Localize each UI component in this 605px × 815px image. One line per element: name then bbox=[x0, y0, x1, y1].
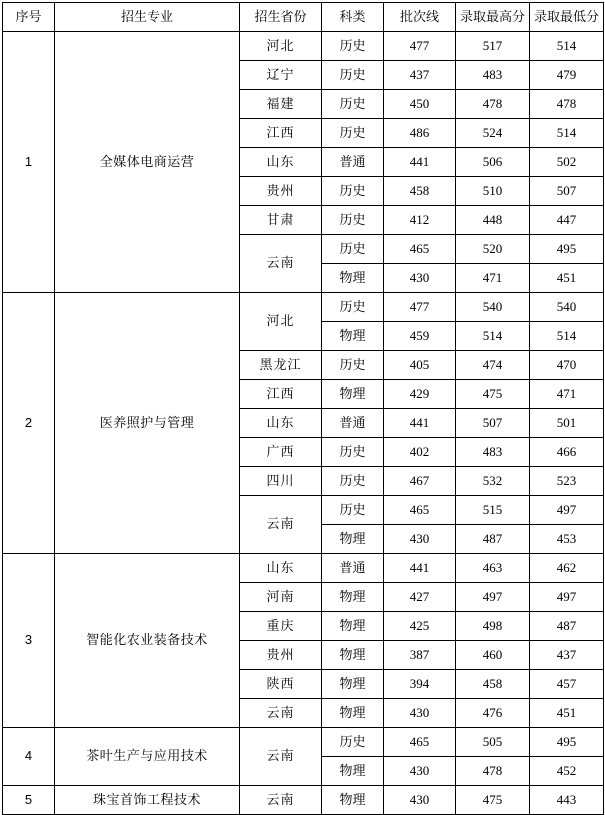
column-header-major: 招生专业 bbox=[55, 3, 240, 32]
batch-line-score: 430 bbox=[384, 786, 456, 815]
major-name: 智能化农业装备技术 bbox=[55, 554, 240, 728]
max-admitted-score: 507 bbox=[456, 409, 530, 438]
batch-line-score: 430 bbox=[384, 699, 456, 728]
batch-line-score: 430 bbox=[384, 264, 456, 293]
batch-line-score: 402 bbox=[384, 438, 456, 467]
max-admitted-score: 475 bbox=[456, 380, 530, 409]
column-header-seq: 序号 bbox=[3, 3, 55, 32]
table-row bbox=[3, 786, 604, 815]
subject-category: 普通 bbox=[322, 409, 384, 438]
batch-line-score: 441 bbox=[384, 554, 456, 583]
min-admitted-score: 478 bbox=[530, 90, 604, 119]
min-admitted-score: 457 bbox=[530, 670, 604, 699]
batch-line-score: 405 bbox=[384, 351, 456, 380]
row-sequence-number: 1 bbox=[3, 32, 55, 293]
province-name: 云南 bbox=[240, 728, 322, 786]
batch-line-score: 430 bbox=[384, 757, 456, 786]
province-name: 云南 bbox=[240, 235, 322, 293]
row-sequence-number: 2 bbox=[3, 293, 55, 554]
province-name: 甘肃 bbox=[240, 206, 322, 235]
subject-category: 历史 bbox=[322, 728, 384, 757]
subject-category: 普通 bbox=[322, 148, 384, 177]
min-admitted-score: 471 bbox=[530, 380, 604, 409]
province-name: 云南 bbox=[240, 699, 322, 728]
province-name: 四川 bbox=[240, 467, 322, 496]
column-header-max-score: 录取最高分 bbox=[456, 3, 530, 32]
batch-line-score: 465 bbox=[384, 728, 456, 757]
province-name: 江西 bbox=[240, 119, 322, 148]
subject-category: 物理 bbox=[322, 322, 384, 351]
min-admitted-score: 495 bbox=[530, 728, 604, 757]
max-admitted-score: 483 bbox=[456, 438, 530, 467]
batch-line-score: 450 bbox=[384, 90, 456, 119]
batch-line-score: 437 bbox=[384, 61, 456, 90]
min-admitted-score: 451 bbox=[530, 699, 604, 728]
min-admitted-score: 514 bbox=[530, 322, 604, 351]
province-name: 辽宁 bbox=[240, 61, 322, 90]
max-admitted-score: 460 bbox=[456, 641, 530, 670]
major-name: 茶叶生产与应用技术 bbox=[55, 728, 240, 786]
batch-line-score: 486 bbox=[384, 119, 456, 148]
min-admitted-score: 470 bbox=[530, 351, 604, 380]
subject-category: 历史 bbox=[322, 119, 384, 148]
subject-category: 物理 bbox=[322, 525, 384, 554]
row-sequence-number: 3 bbox=[3, 554, 55, 728]
max-admitted-score: 520 bbox=[456, 235, 530, 264]
province-name: 山东 bbox=[240, 148, 322, 177]
batch-line-score: 427 bbox=[384, 583, 456, 612]
min-admitted-score: 447 bbox=[530, 206, 604, 235]
batch-line-score: 458 bbox=[384, 177, 456, 206]
min-admitted-score: 540 bbox=[530, 293, 604, 322]
max-admitted-score: 458 bbox=[456, 670, 530, 699]
major-name: 珠宝首饰工程技术 bbox=[55, 786, 240, 815]
batch-line-score: 429 bbox=[384, 380, 456, 409]
max-admitted-score: 514 bbox=[456, 322, 530, 351]
subject-category: 历史 bbox=[322, 293, 384, 322]
subject-category: 历史 bbox=[322, 90, 384, 119]
batch-line-score: 465 bbox=[384, 235, 456, 264]
subject-category: 历史 bbox=[322, 177, 384, 206]
subject-category: 物理 bbox=[322, 786, 384, 815]
subject-category: 物理 bbox=[322, 699, 384, 728]
batch-line-score: 441 bbox=[384, 409, 456, 438]
table-row bbox=[3, 554, 604, 583]
max-admitted-score: 505 bbox=[456, 728, 530, 757]
province-name: 重庆 bbox=[240, 612, 322, 641]
province-name: 黑龙江 bbox=[240, 351, 322, 380]
max-admitted-score: 515 bbox=[456, 496, 530, 525]
province-name: 广西 bbox=[240, 438, 322, 467]
subject-category: 历史 bbox=[322, 235, 384, 264]
min-admitted-score: 501 bbox=[530, 409, 604, 438]
province-name: 河北 bbox=[240, 32, 322, 61]
max-admitted-score: 471 bbox=[456, 264, 530, 293]
column-header-subject: 科类 bbox=[322, 3, 384, 32]
province-name: 河南 bbox=[240, 583, 322, 612]
batch-line-score: 465 bbox=[384, 496, 456, 525]
max-admitted-score: 474 bbox=[456, 351, 530, 380]
batch-line-score: 459 bbox=[384, 322, 456, 351]
max-admitted-score: 524 bbox=[456, 119, 530, 148]
batch-line-score: 441 bbox=[384, 148, 456, 177]
batch-line-score: 425 bbox=[384, 612, 456, 641]
max-admitted-score: 487 bbox=[456, 525, 530, 554]
max-admitted-score: 497 bbox=[456, 583, 530, 612]
subject-category: 历史 bbox=[322, 32, 384, 61]
column-header-province: 招生省份 bbox=[240, 3, 322, 32]
subject-category: 物理 bbox=[322, 380, 384, 409]
subject-category: 物理 bbox=[322, 670, 384, 699]
province-name: 江西 bbox=[240, 380, 322, 409]
province-name: 福建 bbox=[240, 90, 322, 119]
max-admitted-score: 463 bbox=[456, 554, 530, 583]
max-admitted-score: 506 bbox=[456, 148, 530, 177]
province-name: 陕西 bbox=[240, 670, 322, 699]
subject-category: 物理 bbox=[322, 612, 384, 641]
batch-line-score: 467 bbox=[384, 467, 456, 496]
table-row bbox=[3, 293, 604, 322]
batch-line-score: 477 bbox=[384, 32, 456, 61]
province-name: 山东 bbox=[240, 554, 322, 583]
table-header-row bbox=[3, 3, 604, 32]
subject-category: 物理 bbox=[322, 641, 384, 670]
min-admitted-score: 514 bbox=[530, 32, 604, 61]
admission-score-table bbox=[2, 2, 604, 815]
max-admitted-score: 532 bbox=[456, 467, 530, 496]
province-name: 云南 bbox=[240, 786, 322, 815]
min-admitted-score: 453 bbox=[530, 525, 604, 554]
major-name: 医养照护与管理 bbox=[55, 293, 240, 554]
min-admitted-score: 462 bbox=[530, 554, 604, 583]
row-sequence-number: 5 bbox=[3, 786, 55, 815]
max-admitted-score: 483 bbox=[456, 61, 530, 90]
max-admitted-score: 540 bbox=[456, 293, 530, 322]
batch-line-score: 477 bbox=[384, 293, 456, 322]
table-row bbox=[3, 728, 604, 757]
batch-line-score: 430 bbox=[384, 525, 456, 554]
max-admitted-score: 510 bbox=[456, 177, 530, 206]
min-admitted-score: 502 bbox=[530, 148, 604, 177]
subject-category: 历史 bbox=[322, 61, 384, 90]
batch-line-score: 394 bbox=[384, 670, 456, 699]
score-table-page bbox=[0, 2, 605, 807]
max-admitted-score: 448 bbox=[456, 206, 530, 235]
subject-category: 物理 bbox=[322, 583, 384, 612]
subject-category: 历史 bbox=[322, 496, 384, 525]
max-admitted-score: 476 bbox=[456, 699, 530, 728]
province-name: 贵州 bbox=[240, 177, 322, 206]
max-admitted-score: 517 bbox=[456, 32, 530, 61]
major-name: 全媒体电商运营 bbox=[55, 32, 240, 293]
table-header bbox=[3, 3, 604, 32]
subject-category: 物理 bbox=[322, 264, 384, 293]
province-name: 山东 bbox=[240, 409, 322, 438]
min-admitted-score: 497 bbox=[530, 496, 604, 525]
table-body bbox=[3, 32, 604, 815]
min-admitted-score: 523 bbox=[530, 467, 604, 496]
min-admitted-score: 466 bbox=[530, 438, 604, 467]
subject-category: 历史 bbox=[322, 438, 384, 467]
subject-category: 普通 bbox=[322, 554, 384, 583]
column-header-min-score: 录取最低分 bbox=[530, 3, 604, 32]
max-admitted-score: 498 bbox=[456, 612, 530, 641]
batch-line-score: 412 bbox=[384, 206, 456, 235]
max-admitted-score: 478 bbox=[456, 757, 530, 786]
max-admitted-score: 475 bbox=[456, 786, 530, 815]
min-admitted-score: 443 bbox=[530, 786, 604, 815]
province-name: 贵州 bbox=[240, 641, 322, 670]
min-admitted-score: 514 bbox=[530, 119, 604, 148]
batch-line-score: 387 bbox=[384, 641, 456, 670]
province-name: 云南 bbox=[240, 496, 322, 554]
min-admitted-score: 487 bbox=[530, 612, 604, 641]
province-name: 河北 bbox=[240, 293, 322, 351]
subject-category: 物理 bbox=[322, 757, 384, 786]
max-admitted-score: 478 bbox=[456, 90, 530, 119]
row-sequence-number: 4 bbox=[3, 728, 55, 786]
subject-category: 历史 bbox=[322, 351, 384, 380]
table-row bbox=[3, 32, 604, 61]
subject-category: 历史 bbox=[322, 206, 384, 235]
subject-category: 历史 bbox=[322, 467, 384, 496]
min-admitted-score: 479 bbox=[530, 61, 604, 90]
min-admitted-score: 437 bbox=[530, 641, 604, 670]
min-admitted-score: 507 bbox=[530, 177, 604, 206]
min-admitted-score: 451 bbox=[530, 264, 604, 293]
column-header-batch-line: 批次线 bbox=[384, 3, 456, 32]
min-admitted-score: 497 bbox=[530, 583, 604, 612]
min-admitted-score: 495 bbox=[530, 235, 604, 264]
min-admitted-score: 452 bbox=[530, 757, 604, 786]
